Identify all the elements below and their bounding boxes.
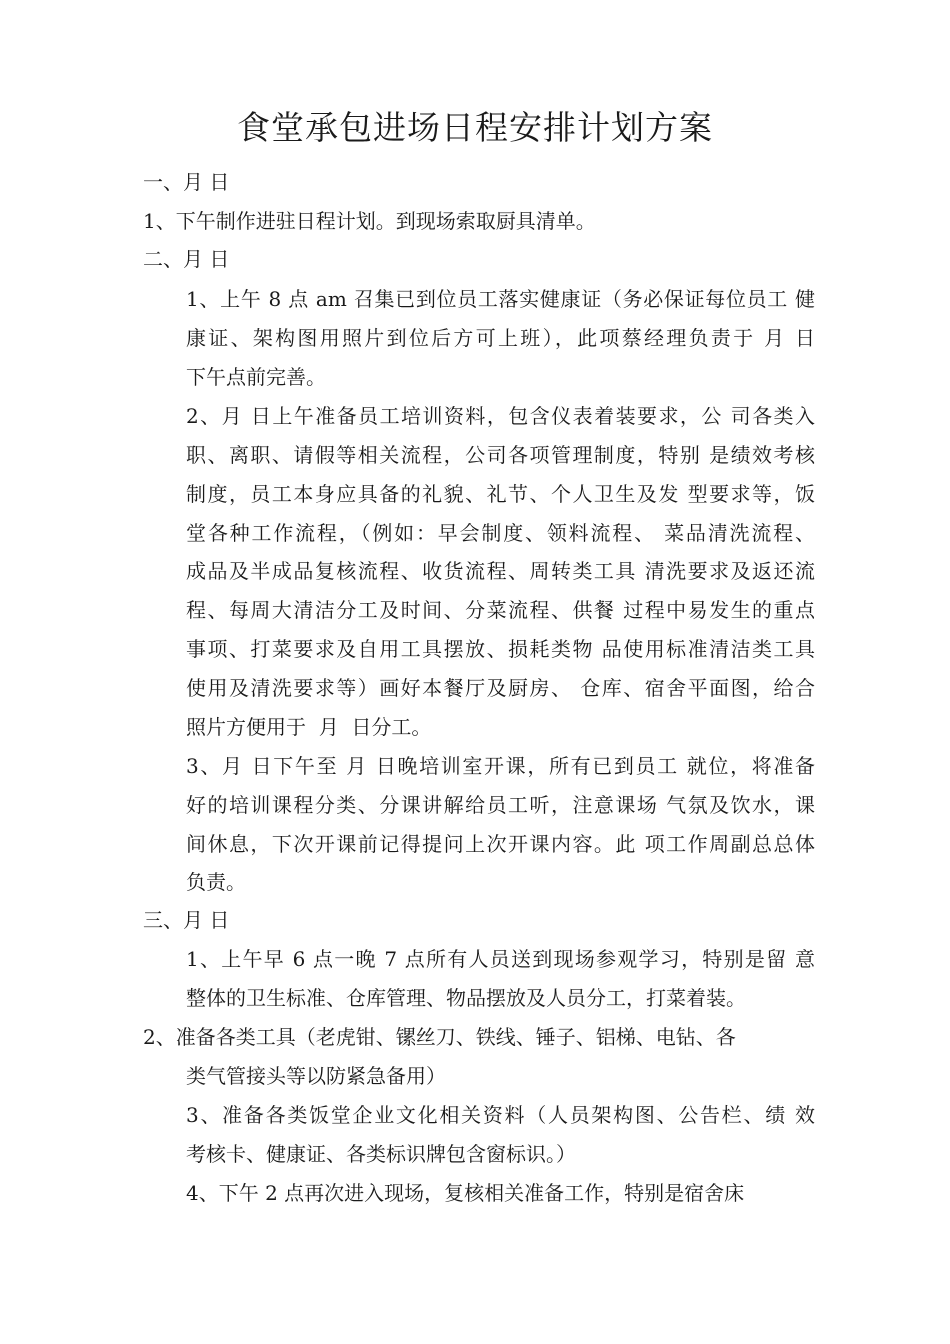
paragraph-line: 2、月 日上午准备员工培训资料，包含仪表着装要求，公 司各类入 xyxy=(186,404,815,428)
paragraph-line: 成品及半成品复核流程、收货流程、周转类工具 清洗要求及返还流 xyxy=(186,559,815,583)
paragraph-line: 2、准备各类工具（老虎钳、镙丝刀、铁线、锤子、铝梯、电钻、各 xyxy=(143,1025,736,1049)
paragraph-line: 1、下午制作进驻日程计划。到现场索取厨具清单。 xyxy=(143,209,596,233)
paragraph-line: 1、上午 8 点 am 召集已到位员工落实健康证（务必保证每位员工 健 xyxy=(186,287,815,311)
paragraph-line: 职、离职、请假等相关流程，公司各项管理制度，特别 是绩效考核 xyxy=(186,443,815,467)
paragraph-line: 间休息，下次开课前记得提问上次开课内容。此 项工作周副总总体 xyxy=(186,832,815,856)
section-heading-1: 一、月 日 xyxy=(143,170,230,194)
paragraph-line: 堂各种工作流程，（例如：早会制度、领料流程、 菜品清洗流程、 xyxy=(186,521,815,545)
paragraph-line: 制度，员工本身应具备的礼貌、礼节、个人卫生及发 型要求等，饭 xyxy=(186,482,815,506)
paragraph-line: 类气管接头等以防紧急备用） xyxy=(186,1064,446,1088)
paragraph-line: 好的培训课程分类、分课讲解给员工听，注意课场 气氛及饮水，课 xyxy=(186,793,815,817)
paragraph-line: 3、准备各类饭堂企业文化相关资料（人员架构图、公告栏、绩 效 xyxy=(186,1103,815,1127)
paragraph-line: 程、每周大清洁分工及时间、分菜流程、供餐 过程中易发生的重点 xyxy=(186,598,815,622)
paragraph-line: 整体的卫生标准、仓库管理、物品摆放及人员分工，打菜着装。 xyxy=(186,986,746,1010)
paragraph-line: 照片方便用于 月 日分工。 xyxy=(186,715,432,739)
paragraph-line: 负责。 xyxy=(186,870,246,894)
paragraph-line: 考核卡、健康证、各类标识牌包含窗标识。） xyxy=(186,1142,576,1166)
paragraph-line: 1、上午早 6 点一晚 7 点所有人员送到现场参观学习，特别是留 意 xyxy=(186,947,815,971)
paragraph-line: 康证、架构图用照片到位后方可上班），此项蔡经理负责于 月 日 xyxy=(186,326,815,350)
section-heading-2: 二、月 日 xyxy=(143,247,230,271)
document-title: 食堂承包进场日程安排计划方案 xyxy=(237,108,713,147)
paragraph-line: 3、月 日下午至 月 日晚培训室开课，所有已到员工 就位，将准备 xyxy=(186,754,815,778)
section-heading-3: 三、月 日 xyxy=(143,908,230,932)
paragraph-line: 事项、打菜要求及自用工具摆放、损耗类物 品使用标准清洁类工具 xyxy=(186,637,815,661)
paragraph-line: 4、下午 2 点再次进入现场，复核相关准备工作，特别是宿舍床 xyxy=(186,1181,745,1205)
paragraph-line: 使用及清洗要求等）画好本餐厅及厨房、 仓库、宿舍平面图，给合 xyxy=(186,676,815,700)
paragraph-line: 下午点前完善。 xyxy=(186,365,326,389)
